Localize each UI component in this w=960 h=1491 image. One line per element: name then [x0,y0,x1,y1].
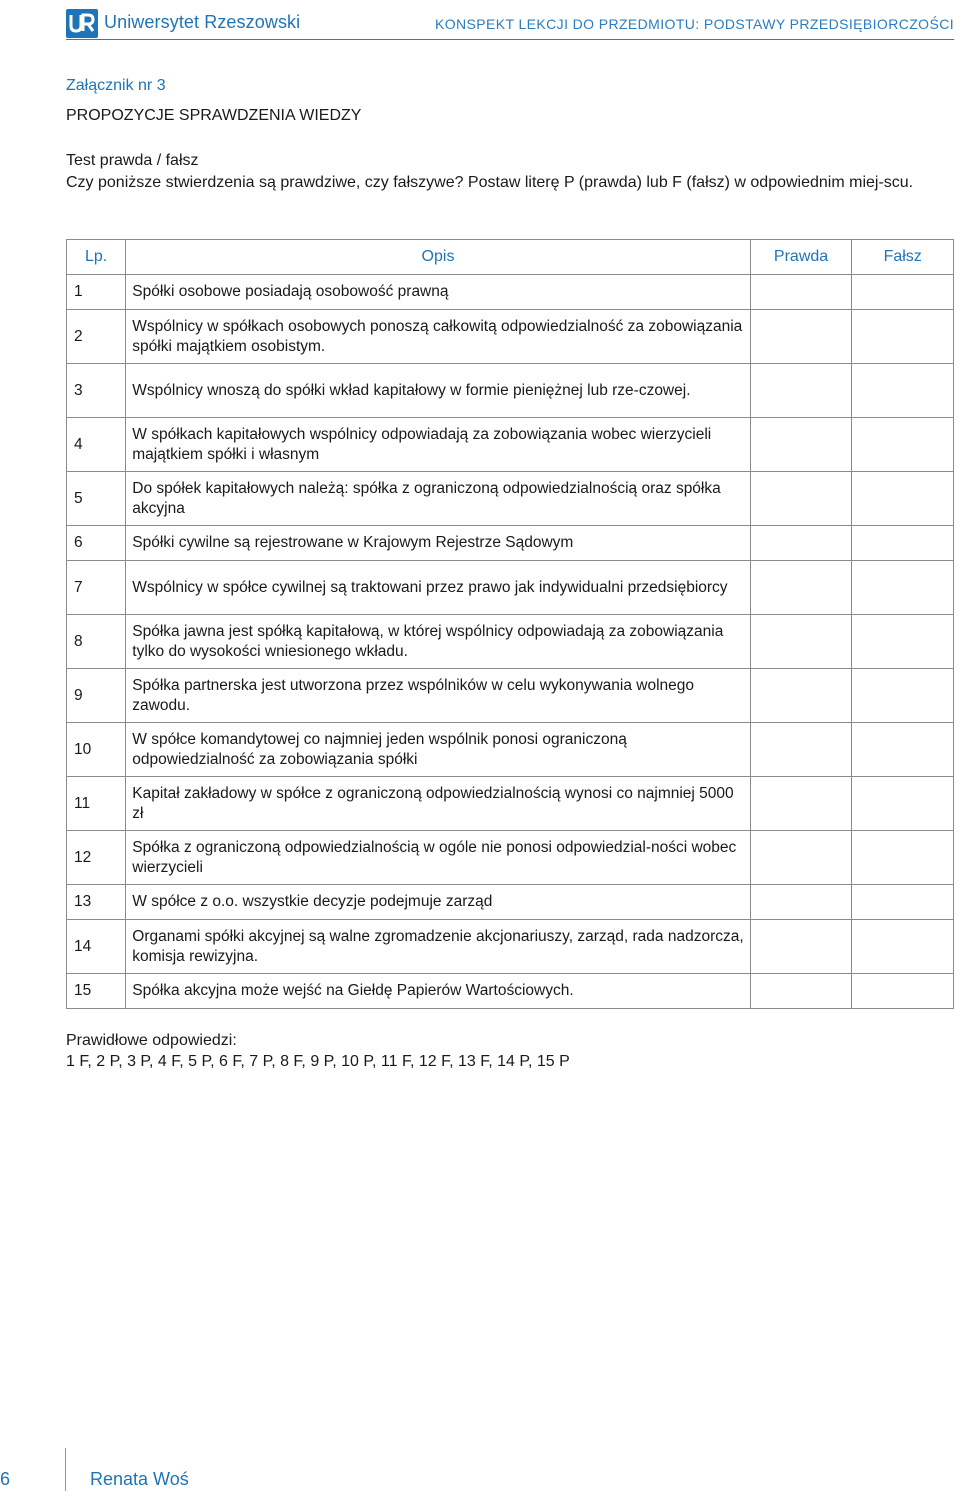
test-type: Test prawda / fałsz [66,152,199,169]
row-number: 13 [67,885,126,920]
row-number: 9 [67,669,126,723]
answer-cell-prawda[interactable] [750,723,852,777]
answer-cell-prawda[interactable] [750,472,852,526]
answer-cell-prawda[interactable] [750,526,852,561]
answers-text: 1 F, 2 P, 3 P, 4 F, 5 P, 6 F, 7 P, 8 F, 9 P, 10 P, 11 F, 12 F, 13 F, 14 P, 15 P [66,1053,570,1070]
table-row [67,615,954,669]
row-number: 11 [67,777,126,831]
answer-cell-falsz[interactable] [852,615,954,669]
row-description: Spółka jawna jest spółką kapitałową, w której wspólnicy odpowiadają za zobowiązania tylko do wysokości wniesionego wkładu. [126,615,750,669]
row-description: Spółki osobowe posiadają osobowość prawną [126,275,750,310]
answer-cell-prawda[interactable] [750,364,852,418]
table-row [67,526,954,561]
answer-cell-falsz[interactable] [852,275,954,310]
answer-cell-prawda[interactable] [750,418,852,472]
column-header-prawda: Prawda [750,240,852,275]
row-description: W spółkach kapitałowych wspólnicy odpowiadają za zobowiązania wobec wierzycieli majątkiem spółki i własnym [126,418,750,472]
table-row [67,472,954,526]
answer-cell-prawda[interactable] [750,885,852,920]
answer-cell-prawda[interactable] [750,831,852,885]
footer-divider [65,1448,66,1491]
table-row [67,920,954,974]
answer-cell-falsz[interactable] [852,723,954,777]
table-row [67,885,954,920]
column-header-falsz: Fałsz [852,240,954,275]
ur-logo-icon [66,9,98,38]
table-row [67,831,954,885]
table-row [67,974,954,1009]
answer-cell-falsz[interactable] [852,974,954,1009]
table-row [67,364,954,418]
table-header-row [67,240,954,275]
row-number: 12 [67,831,126,885]
header-title: KONSPEKT LEKCJI DO PRZEDMIOTU: PODSTAWY PRZEDSIĘBIORCZOŚCI [435,16,954,32]
table-row [67,310,954,364]
answer-cell-prawda[interactable] [750,669,852,723]
row-description: Do spółek kapitałowych należą: spółka z ograniczoną odpowiedzialnością oraz spółka akcyjna [126,472,750,526]
answer-cell-prawda[interactable] [750,615,852,669]
row-number: 15 [67,974,126,1009]
page-number: 6 [0,1469,11,1489]
answer-cell-prawda[interactable] [750,974,852,1009]
answer-cell-falsz[interactable] [852,364,954,418]
answers-label: Prawidłowe odpowiedzi: [66,1032,237,1049]
answer-cell-falsz[interactable] [852,472,954,526]
row-number: 4 [67,418,126,472]
row-number: 8 [67,615,126,669]
row-description: Wspólnicy w spółce cywilnej są traktowani przez prawo jak indywidualni przedsiębiorcy [126,561,750,615]
answer-cell-prawda[interactable] [750,561,852,615]
answer-cell-falsz[interactable] [852,561,954,615]
row-number: 14 [67,920,126,974]
table-row [67,418,954,472]
answer-cell-falsz[interactable] [852,885,954,920]
column-header-lp: Lp. [67,240,126,275]
table-row [67,777,954,831]
answer-cell-falsz[interactable] [852,831,954,885]
table-row [67,723,954,777]
annex-label: Załącznik nr 3 [66,77,166,94]
row-description: Kapitał zakładowy w spółce z ograniczoną odpowiedzialnością wynosi co najmniej 5000 zł [126,777,750,831]
row-number: 1 [67,275,126,310]
university-logo [66,9,98,38]
column-header-opis: Opis [126,240,750,275]
row-number: 6 [67,526,126,561]
row-number: 5 [67,472,126,526]
author-name: Renata Woś [90,1469,189,1489]
row-description: Spółka akcyjna może wejść na Giełdę Papierów Wartościowych. [126,974,750,1009]
row-description: Spółka partnerska jest utworzona przez wspólników w celu wykonywania wolnego zawodu. [126,669,750,723]
answer-cell-prawda[interactable] [750,920,852,974]
quiz-table [66,239,954,1009]
answer-cell-falsz[interactable] [852,526,954,561]
row-description: Spółki cywilne są rejestrowane w Krajowym Rejestrze Sądowym [126,526,750,561]
table-row [67,669,954,723]
row-description: Spółka z ograniczoną odpowiedzialnością w ogóle nie ponosi odpowiedzial-ności wobec wierzycieli [126,831,750,885]
answer-cell-prawda[interactable] [750,275,852,310]
answer-cell-prawda[interactable] [750,310,852,364]
answer-cell-falsz[interactable] [852,310,954,364]
table-row [67,275,954,310]
answer-cell-falsz[interactable] [852,418,954,472]
row-number: 7 [67,561,126,615]
university-name: Uniwersytet Rzeszowski [104,12,301,32]
header-divider [66,39,954,40]
row-description: Wspólnicy wnoszą do spółki wkład kapitałowy w formie pieniężnej lub rze-czowej. [126,364,750,418]
page-title: PROPOZYCJE SPRAWDZENIA WIEDZY [66,107,362,124]
instruction-text: Czy poniższe stwierdzenia są prawdziwe, czy fałszywe? Postaw literę P (prawda) lub F (fałsz) w odpowiednim miej-scu. [66,174,914,191]
row-description: W spółce z o.o. wszystkie decyzje podejmuje zarząd [126,885,750,920]
row-number: 2 [67,310,126,364]
row-description: Organami spółki akcyjnej są walne zgromadzenie akcjonariuszy, zarząd, rada nadzorcza, komisja rewizyjna. [126,920,750,974]
row-number: 10 [67,723,126,777]
row-number: 3 [67,364,126,418]
answer-cell-falsz[interactable] [852,669,954,723]
row-description: Wspólnicy w spółkach osobowych ponoszą całkowitą odpowiedzialność za zobowiązania spółki majątkiem osobistym. [126,310,750,364]
answer-cell-falsz[interactable] [852,777,954,831]
answer-cell-falsz[interactable] [852,920,954,974]
table-row [67,561,954,615]
row-description: W spółce komandytowej co najmniej jeden wspólnik ponosi ograniczoną odpowiedzialność za zobowiązania spółki [126,723,750,777]
answer-cell-prawda[interactable] [750,777,852,831]
